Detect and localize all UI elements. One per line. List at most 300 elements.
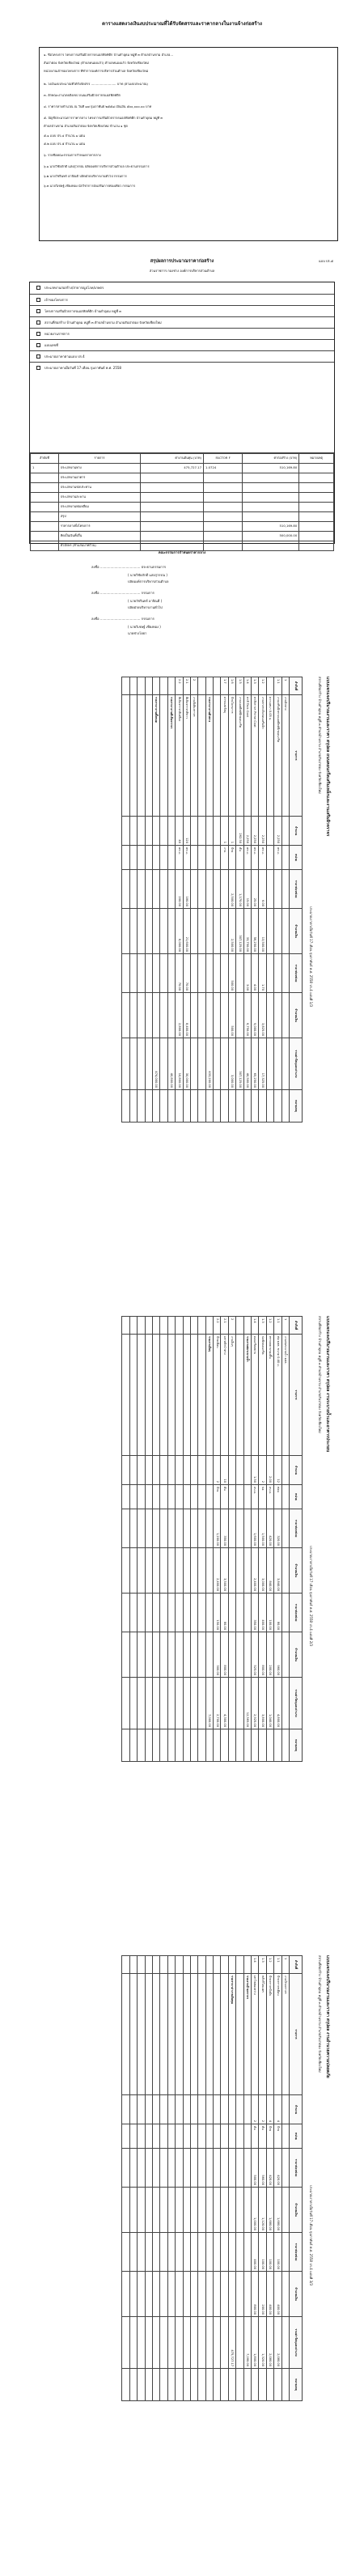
table-cell [281, 1485, 289, 1509]
table-cell [274, 2369, 281, 2401]
table-cell [167, 1335, 175, 1456]
table-cell [160, 909, 167, 954]
table-cell: ประเภทงานสะพาน [58, 493, 140, 503]
table-cell [236, 2317, 243, 2369]
table-cell [145, 909, 152, 954]
table-cell [190, 993, 197, 1038]
table-cell [236, 993, 243, 1038]
table-cell [183, 1090, 190, 1122]
table-row [31, 532, 334, 541]
summary-line: ๔. ราคากลางคำนวณ ณ วันที่ ๑๗ กุมภาพันธ์ ๒๕๕๘ เป็นเงิน ๕๐๐,๐๐๐.๐๐ บาท [44, 105, 152, 108]
table-cell [274, 1729, 281, 1762]
table-cell [190, 1485, 197, 1509]
table-cell: 70.00 [176, 954, 183, 993]
table-cell [122, 870, 129, 909]
table-cell [122, 954, 129, 993]
table-cell: 2 [190, 677, 197, 695]
table-cell [183, 2272, 190, 2317]
table-cell [152, 1956, 159, 1974]
table-cell: 100.00 [266, 1594, 273, 1632]
row-label: ประมาณราคาตามแบบ ปร.4 [44, 354, 85, 359]
table-row [190, 677, 197, 1122]
table-row [214, 1956, 221, 2401]
table-row [252, 677, 259, 1122]
table-cell: ตร.ม. [259, 846, 266, 870]
table-cell [198, 2272, 205, 2317]
table-cell [190, 2124, 197, 2149]
table-cell: 1.2 [259, 677, 266, 695]
table-cell: 12,565.00 [243, 1678, 251, 1729]
column-header: รายการ [290, 1974, 303, 2095]
table-row [214, 1317, 221, 1762]
table-row [31, 464, 334, 473]
table-cell [145, 695, 152, 817]
table-cell: ป้ายเตือน [214, 1335, 221, 1456]
table-cell [152, 1632, 159, 1678]
table-cell: 3.00 [243, 954, 251, 993]
table-cell [167, 1485, 175, 1509]
table-cell [122, 993, 129, 1038]
table-cell [281, 2317, 289, 2369]
table-row [190, 1317, 197, 1762]
table-cell: 2 [259, 2095, 266, 2124]
table-row [31, 493, 334, 503]
pricing-sheet [19, 1303, 335, 1918]
table-cell: 1,800.00 [252, 2317, 259, 2369]
column-header: ลำดับที่ [290, 1956, 303, 1974]
table-cell: 350.00 [221, 1509, 228, 1548]
table-cell [129, 1594, 137, 1632]
table-cell [198, 1548, 205, 1594]
table-cell [122, 909, 129, 954]
table-cell [167, 993, 175, 1038]
column-header: รายการ [290, 695, 303, 817]
table-cell: รายการ [58, 454, 140, 464]
table-cell [176, 1317, 183, 1335]
table-cell [299, 512, 334, 522]
table-cell [141, 541, 204, 551]
table-cell [145, 1456, 152, 1485]
summary-line: ๒. วงเงินงบประมาณที่ได้รับจัดสรร ......................... บาท (ตามงบประมาณ) [44, 83, 148, 86]
table-cell [190, 1729, 197, 1762]
table-cell [198, 2124, 205, 2149]
signature-line: ลงชื่อ ....................................... กรรมการ [91, 591, 154, 595]
checkbox[interactable] [36, 343, 40, 347]
table-cell: 1,600.00 [252, 1509, 259, 1548]
table-cell [31, 493, 59, 503]
table-cell: 3,825.00 [259, 993, 266, 1038]
table-cell [122, 677, 129, 695]
table-cell [281, 2369, 289, 2401]
table-cell [214, 2124, 221, 2149]
table-cell: 2,400.00 [252, 1548, 259, 1594]
table-cell: 2,925.00 [252, 1678, 259, 1729]
row-label: ประเภทงานก่อสร้าง/สาธารณูปโภค/เกษตร [44, 286, 104, 290]
table-row [228, 677, 235, 1122]
table-cell [129, 870, 137, 909]
table-cell [221, 1090, 228, 1122]
table-cell: 15.00 [243, 870, 251, 909]
table-cell: 500.00 [252, 2149, 259, 2188]
table-cell: 400.00 [252, 2233, 259, 2272]
table-cell [214, 1956, 221, 1974]
table-cell [129, 2149, 137, 2188]
table-cell [183, 1729, 190, 1762]
table-row [167, 1956, 175, 2401]
table-cell [183, 1956, 190, 1974]
table-cell [152, 2233, 159, 2272]
table-cell [236, 1456, 243, 1485]
project-info-row [30, 282, 334, 294]
table-cell [183, 2188, 190, 2233]
table-cell [152, 993, 159, 1038]
table-cell [205, 2149, 213, 2188]
table-cell: 840.00 [266, 1548, 273, 1594]
table-cell [152, 1678, 159, 1729]
table-cell: 2.2 [176, 677, 183, 695]
table-cell [129, 1632, 137, 1678]
column-header: ราคาต่อหน่วย [290, 2149, 303, 2188]
table-cell: 2,700.00 [214, 1678, 221, 1729]
table-cell [160, 993, 167, 1038]
table-cell [198, 2369, 205, 2401]
table-cell: 7,280.00 [243, 2317, 251, 2369]
table-cell [176, 1956, 183, 1974]
table-cell [176, 1456, 183, 1485]
table-cell [236, 1678, 243, 1729]
table-cell: 1 [221, 817, 228, 846]
checkbox[interactable] [36, 309, 40, 313]
column-header: จำนวนเงิน [290, 1632, 303, 1678]
table-cell [152, 1485, 159, 1509]
table-cell [160, 2188, 167, 2233]
checkbox[interactable] [36, 320, 40, 325]
table-cell [236, 2124, 243, 2149]
table-row [228, 1317, 235, 1762]
table-cell [190, 1335, 197, 1456]
column-header: หน่วย [290, 2124, 303, 2149]
table-cell [138, 954, 145, 993]
table-cell [122, 1729, 129, 1762]
table-cell [160, 2095, 167, 2124]
table-cell [167, 909, 175, 954]
table-cell: 1,170.00 [236, 870, 243, 909]
summary-line: สันป่าตอง จังหวัดเชียงใหม่ (ตำบลหนองแก้ว) ตำบลหนองแก้ว จังหวัดเชียงใหม่ [44, 62, 149, 65]
sheet-meta: ประมาณราคาเมื่อวันที่ 17 เดือน กุมภาพันธ์ พ.ศ. 2558 ปร.4 แผ่นที่ 3/3 [309, 2185, 313, 2286]
table-cell [176, 1548, 183, 1594]
table-cell: 200.00 [266, 1632, 273, 1678]
table-cell [205, 1317, 213, 1335]
summary-line: หน่วยงานเจ้าของโครงการ ที่ทำการองค์การบริหารส่วนตำบล จังหวัดเชียงใหม่ [44, 70, 149, 73]
table-cell [129, 1956, 137, 1974]
table-cell: FACTOR F [204, 454, 243, 464]
table-cell [183, 1485, 190, 1509]
checkbox[interactable] [36, 332, 40, 336]
table-cell [214, 2369, 221, 2401]
table-cell: ป้ายจราจรเตือน [274, 1974, 281, 2095]
table-cell [190, 954, 197, 993]
table-cell [204, 512, 243, 522]
table-cell [122, 2233, 129, 2272]
table-row [252, 1956, 259, 2401]
signature-line: ( นายวิเชษฐ์ เชียงทอง ) [128, 625, 161, 629]
table-cell [252, 1729, 259, 1762]
table-cell [252, 2369, 259, 2401]
table-cell: 420.00 [274, 2149, 281, 2188]
table-cell: 1 [281, 1956, 289, 1974]
table-cell [205, 2317, 213, 2369]
table-cell [31, 512, 59, 522]
table-cell: 960.00 [274, 1632, 281, 1678]
checkbox[interactable] [36, 366, 40, 370]
table-cell [145, 1956, 152, 1974]
table-cell: 40 [176, 817, 183, 846]
table-cell [205, 1456, 213, 1485]
table-cell [152, 2188, 159, 2233]
table-cell [228, 1729, 235, 1762]
table-cell [141, 473, 204, 483]
table-cell: 12 [274, 1456, 281, 1485]
table-cell: ป้ายโครงการ [228, 695, 235, 817]
table-cell [243, 1456, 251, 1485]
table-cell [145, 1632, 152, 1678]
table-cell: 500,000.00 [243, 532, 299, 541]
table-cell: 307,125.00 [236, 1038, 243, 1090]
signature-line: นายช่างโยธา [128, 631, 147, 635]
table-cell [259, 1090, 266, 1122]
table-row [138, 1317, 145, 1762]
checkbox[interactable] [36, 286, 40, 290]
table-cell [236, 954, 243, 993]
table-cell [152, 2095, 159, 2124]
column-header: ราคาต่อหน่วย [290, 1594, 303, 1632]
table-cell: 3,000.00 [228, 1038, 235, 1090]
table-cell: รวมงานป้ายจราจร [243, 1974, 251, 2095]
table-cell [214, 677, 221, 695]
table-cell: งานป้ายจราจร [281, 1974, 289, 2095]
table-row [176, 1956, 183, 2401]
table-cell [190, 2369, 197, 2401]
table-cell [243, 2095, 251, 2124]
column-header: หมายเหตุ [290, 1090, 303, 1122]
table-cell: 500.00 [228, 954, 235, 993]
table-cell [243, 493, 299, 503]
table-cell [122, 1456, 129, 1485]
table-cell [205, 846, 213, 870]
table-row [198, 1956, 205, 2401]
table-row [281, 1317, 289, 1762]
table-cell [145, 1509, 152, 1548]
table-cell: 1.6 [228, 677, 235, 695]
table-cell: 560.00 [259, 2149, 266, 2188]
table-cell [31, 483, 59, 493]
table-cell [228, 1956, 235, 1974]
table-cell [129, 909, 137, 954]
table-cell [204, 473, 243, 483]
table-cell [190, 1678, 197, 1729]
table-cell [167, 954, 175, 993]
table-cell [138, 695, 145, 817]
table-cell: หมายเหตุ [299, 454, 334, 464]
table-row [176, 1317, 183, 1762]
table-cell [122, 2369, 129, 2401]
table-cell [198, 1317, 205, 1335]
table-cell: ประเภทงานท่อเหลี่ยม [58, 503, 140, 512]
table-cell [221, 1729, 228, 1762]
table-cell [145, 2149, 152, 2188]
table-cell: 2,800.00 [176, 993, 183, 1038]
table-cell [145, 2369, 152, 2401]
table-cell: งานอื่นๆ [228, 1335, 235, 1456]
table-cell: 180.00 [183, 870, 190, 909]
table-cell: ป้าย [266, 2124, 273, 2149]
table-cell [122, 1678, 129, 1729]
table-cell [221, 2124, 228, 2149]
page-title: ตารางแสดงวงเงินงบประมาณที่ได้รับจัดสรรและราคากลางในงานจ้างก่อสร้าง [102, 21, 262, 27]
table-cell: ตัวอักษร (ห้าแสนบาทถ้วน) [58, 541, 140, 551]
table-cell [152, 1090, 159, 1122]
table-row [221, 677, 228, 1122]
table-row [236, 1956, 243, 2401]
table-cell [274, 993, 281, 1038]
table-cell: 200.00 [176, 870, 183, 909]
table-cell: 10 [221, 1456, 228, 1485]
table-cell [198, 1974, 205, 2095]
table-cell [198, 1090, 205, 1122]
row-label: โครงการเสริมผิวจราจรแอสฟัลท์ติก บ้านดำอุดม หมู่ที่ ๓ [44, 309, 121, 313]
table-cell [176, 2317, 183, 2369]
table-cell [221, 2149, 228, 2188]
table-cell [176, 2369, 183, 2401]
table-cell [190, 846, 197, 870]
table-cell: ป้ายจราจรบังคับ [266, 1974, 273, 2095]
table-cell [160, 1090, 167, 1122]
summary-line: ๖.๑ นายวิชัยภักดี แสงสุวรรณ ปลัดองค์การบริหารส่วนตำบล ประธานกรรมการ [44, 165, 150, 168]
table-cell [243, 541, 299, 551]
table-row [31, 512, 334, 522]
table-cell [138, 2095, 145, 2124]
table-cell [205, 2124, 213, 2149]
table-cell: ป้าย [228, 846, 235, 870]
column-header: หน่วย [290, 1485, 303, 1509]
summary-line: ๕.๑ แบบ ปร.๔ จำนวน ๑ แผ่น [44, 134, 85, 138]
table-cell: 2,250 [274, 817, 281, 846]
table-cell [221, 2233, 228, 2272]
table-cell [138, 1729, 145, 1762]
table-cell [122, 1038, 129, 1090]
table-cell [167, 1548, 175, 1594]
table-cell: ประเภทงานอาคาร [58, 473, 140, 483]
table-cell [160, 2317, 167, 2369]
table-cell [281, 2149, 289, 2188]
table-header-row [290, 1956, 303, 2401]
table-cell [183, 1632, 190, 1678]
table-row [190, 1956, 197, 2401]
table-cell: 1 [228, 817, 235, 846]
table-cell [152, 1729, 159, 1762]
table-cell: ท่อ คสล. ขนาด 0.40 ม. [274, 1335, 281, 1456]
row-label: สถานที่ก่อสร้าง บ้านดำอุดม หมู่ที่ ๓ ตำบลบ้านขาม อำเภอสันป่าตอง จังหวัดเชียงใหม่ [44, 320, 162, 325]
table-cell [160, 817, 167, 846]
table-cell: 25.00 [252, 870, 259, 909]
table-cell [198, 2317, 205, 2369]
table-cell [198, 1594, 205, 1632]
table-cell [190, 1090, 197, 1122]
table-cell [183, 2149, 190, 2188]
table-cell: คอนกรีตหยาบ [252, 1335, 259, 1456]
project-info-row [30, 316, 334, 328]
table-cell [176, 1632, 183, 1678]
table-cell [236, 1729, 243, 1762]
table-cell [281, 817, 289, 846]
table-cell [299, 522, 334, 532]
table-cell [183, 2369, 190, 2401]
table-cell [281, 1548, 289, 1594]
table-row [138, 677, 145, 1122]
table-cell: 2,250 [243, 817, 251, 846]
table-cell [236, 2095, 243, 2124]
table-cell [236, 1548, 243, 1594]
table-cell: 1.3 [252, 677, 259, 695]
table-cell [190, 909, 197, 954]
table-cell [152, 2317, 159, 2369]
table-cell [160, 870, 167, 909]
table-cell [274, 909, 281, 954]
table-cell: งาน [221, 846, 228, 870]
column-header: หน่วย [290, 846, 303, 870]
table-row [228, 1956, 235, 2401]
table-cell [183, 1456, 190, 1485]
table-cell [243, 1632, 251, 1678]
table-cell [214, 2272, 221, 2317]
table-cell [129, 2369, 137, 2401]
table-cell [236, 1485, 243, 1509]
table-cell [274, 1038, 281, 1090]
table-cell [122, 1548, 129, 1594]
table-cell: งานท่อระบายน้ำ คสล. [281, 1335, 289, 1456]
table-cell [152, 2272, 159, 2317]
table-cell [160, 677, 167, 695]
table-cell: 525.00 [252, 1632, 259, 1678]
table-cell [281, 909, 289, 954]
table-cell [281, 1090, 289, 1122]
table-cell: 21,600.00 [183, 909, 190, 954]
table-cell: 80.00 [274, 1594, 281, 1632]
table-cell [236, 1956, 243, 1974]
table-cell [281, 846, 289, 870]
table-cell [167, 1594, 175, 1632]
table-cell [129, 993, 137, 1038]
table-cell: 8,000.00 [176, 909, 183, 954]
table-cell [129, 2233, 137, 2272]
table-row [145, 677, 152, 1122]
summary-line: ๕.๒ แบบ ปร.๕ จำนวน ๑ แผ่น [44, 142, 86, 146]
table-cell [183, 1548, 190, 1594]
table-cell [228, 1678, 235, 1729]
table-cell: ตีเส้นจราจรสีขาว [183, 695, 190, 817]
checkbox[interactable] [36, 354, 40, 359]
table-cell [145, 2124, 152, 2149]
table-cell: 100.00 [259, 2233, 266, 2272]
table-cell [183, 1974, 190, 2095]
pricing-sheet [19, 1942, 335, 2557]
checkbox[interactable] [36, 298, 40, 302]
column-header: จำนวน [290, 817, 303, 846]
table-cell [190, 870, 197, 909]
table-cell: ลำดับที่ [31, 454, 59, 464]
table-cell: 2.1 [221, 1317, 228, 1335]
table-cell: 4 [274, 2095, 281, 2124]
